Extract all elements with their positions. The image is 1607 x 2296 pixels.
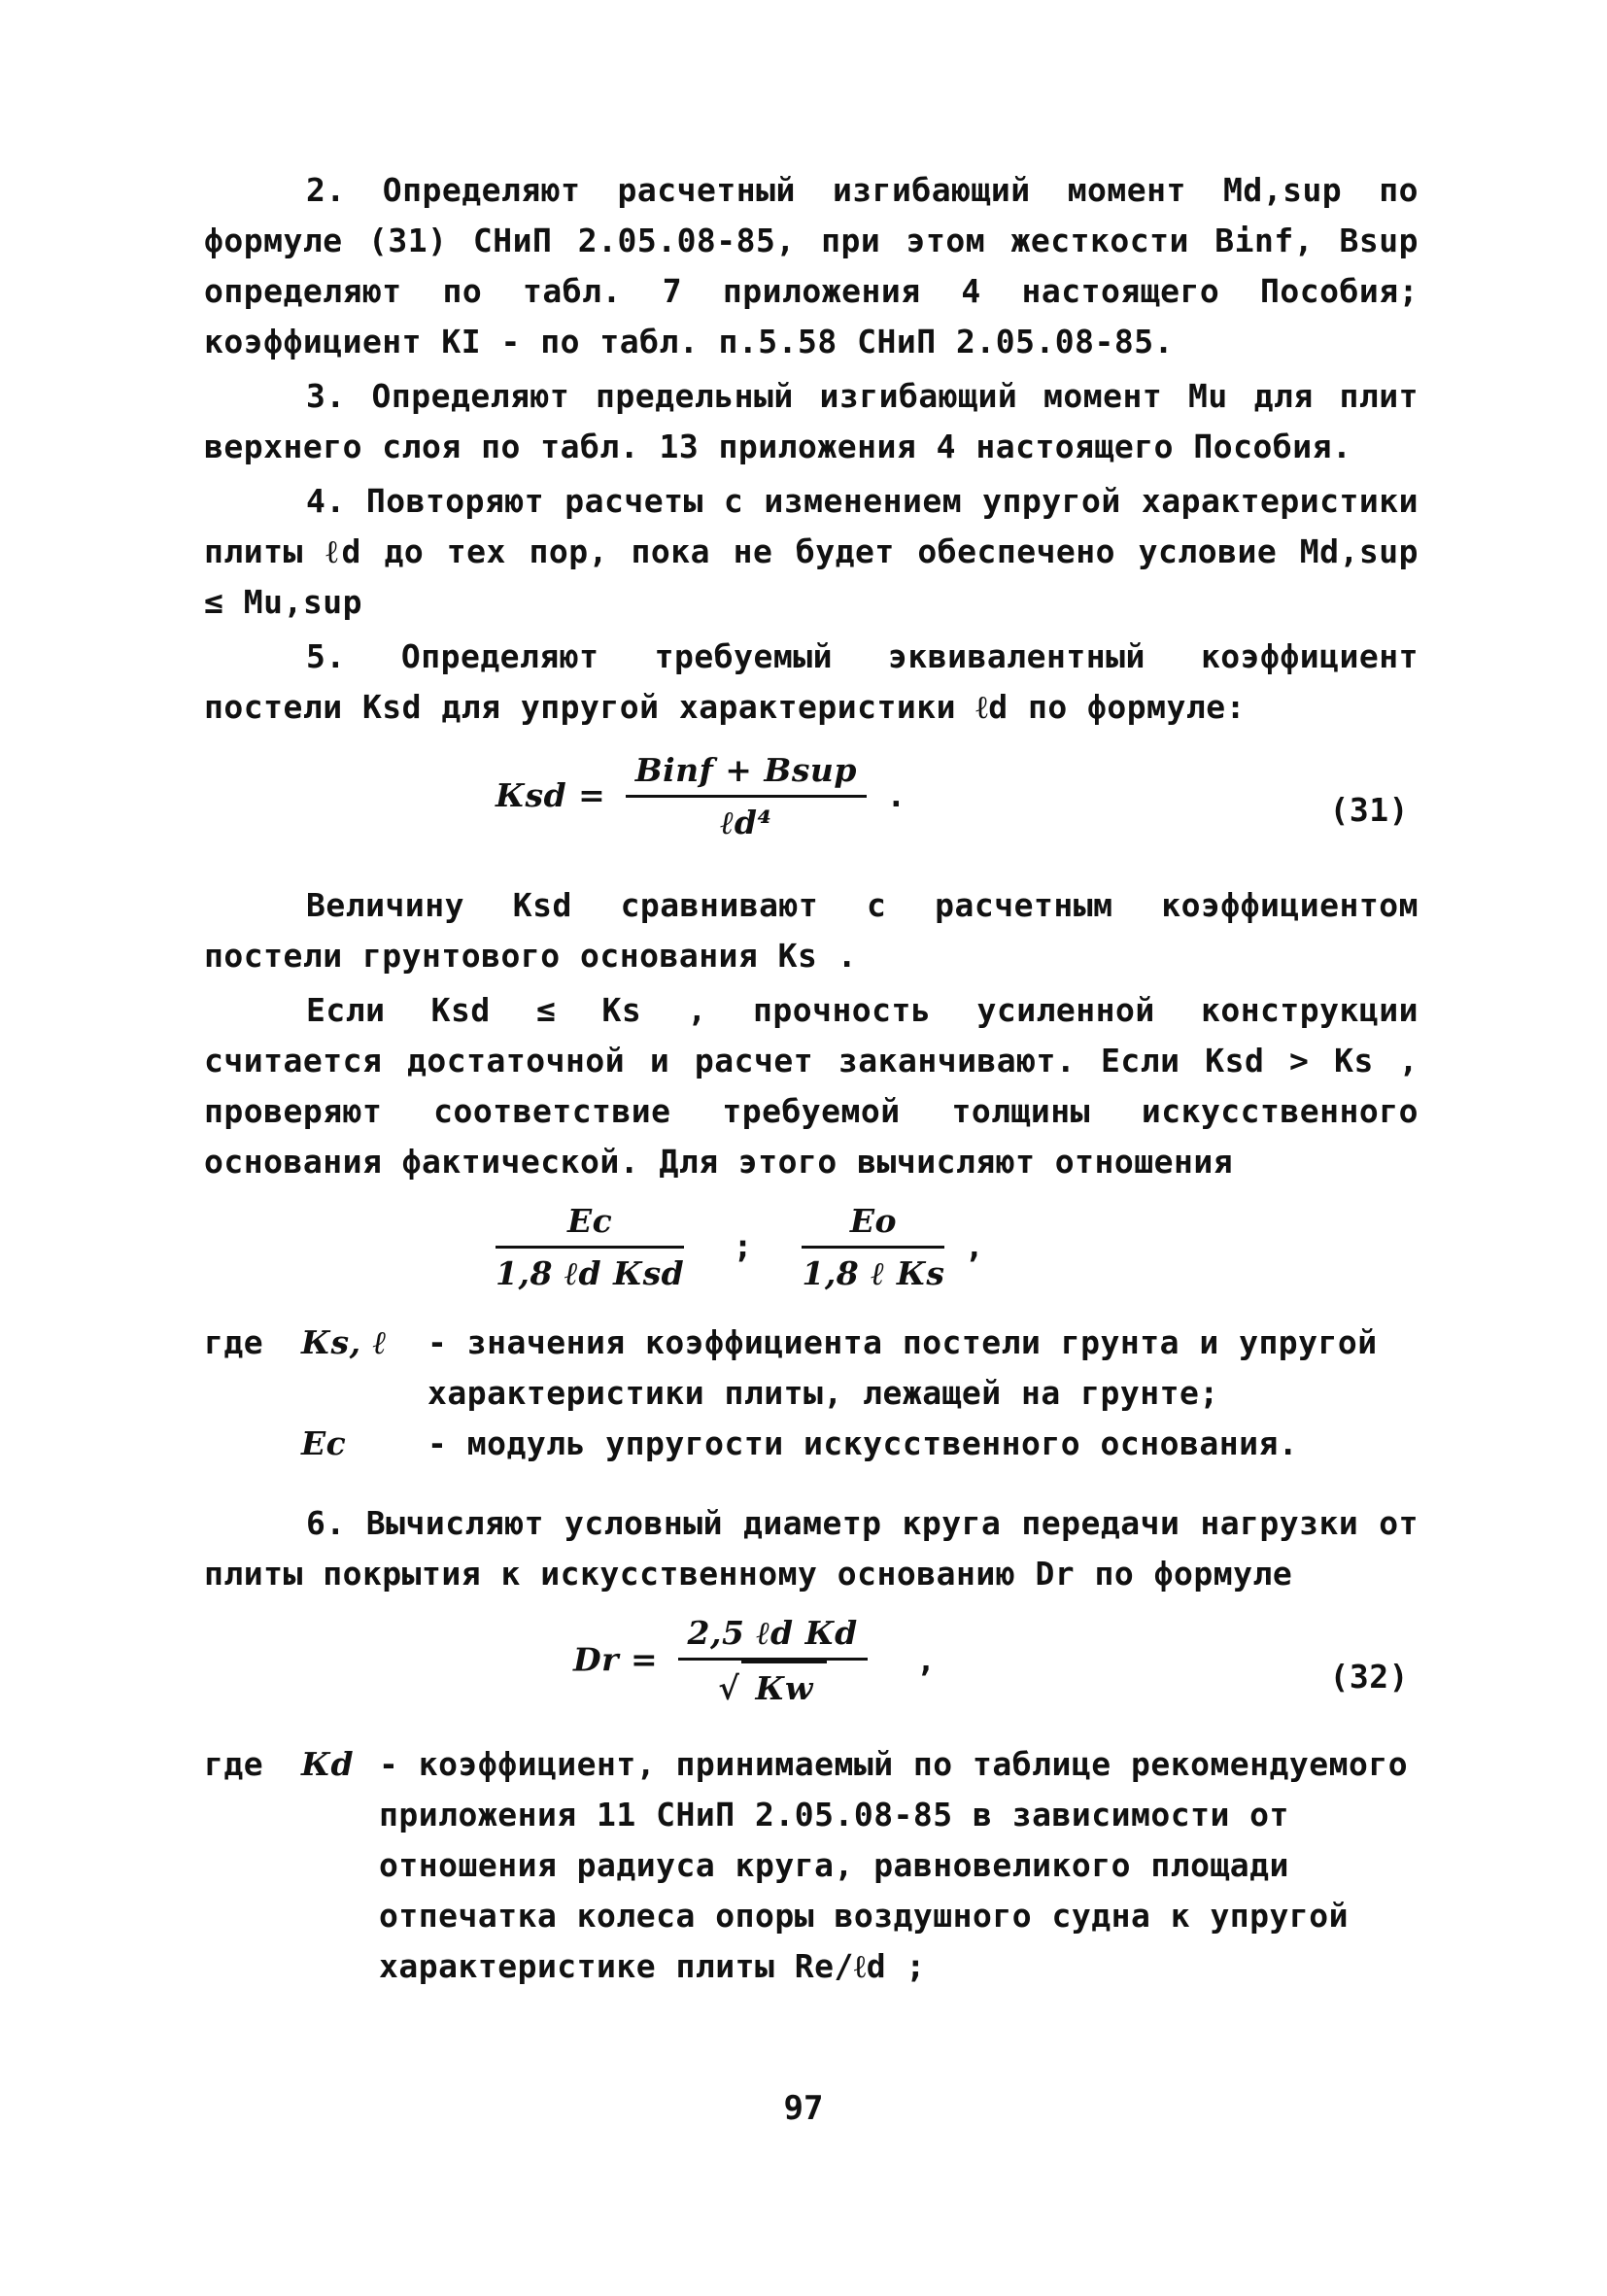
ratio-formulas [204,1193,1419,1310]
definition-label: где [204,1745,264,1783]
formula-32-number: (32) [1329,1658,1409,1696]
definitions-2 [204,1739,1419,1992]
formula-32-lhs: Dr = [573,1640,659,1679]
paragraph-step-4: 4. Повторяют расчеты с изменением упругой характеристики плиты ℓd до тех пор, пока не будет обеспечено условие Md,sup ≤ Mu,sup [204,482,1419,621]
ratio-separator: ; [733,1227,753,1265]
formula-32-numerator: 2,5 ℓd Кd [678,1609,868,1661]
ratio-2-numerator: Eo [802,1197,944,1249]
definitions-1 [204,1318,1419,1469]
paragraph-step-3: 3. Определяют предельный изгибающий момент Mu для плит верхнего слоя по табл. 13 приложения 4 настоящего Пособия. [204,377,1419,465]
formula-32-radicand: Кw [741,1661,826,1714]
formula-32 [204,1605,1419,1731]
definition-text: - значения коэффициента постели грунта и упругой характеристики плиты, лежащей на грунте; [427,1323,1378,1412]
ratio-2 [802,1197,944,1299]
definition-symbol: Ec [301,1424,347,1462]
ratio-1-numerator: Ec [496,1197,684,1249]
formula-31-tail: . [886,776,906,814]
definition-row [204,1318,1419,1419]
formula-32-fraction [678,1609,868,1714]
formula-31-numerator: Binf + Bsup [626,746,867,798]
ratio-1 [496,1197,684,1299]
page-number: 97 [783,2089,824,2128]
formula-32-denominator: √ Кw [678,1661,868,1714]
definition-symbol: Кd [301,1745,355,1783]
definition-text: - коэффициент, принимаемый по таблице рекомендуемого приложения 11 СНиП 2.05.08-85 в зависимости от отношения радиуса круга, равновеликого площади отпечатка колеса опоры воздушного судна к упругой характеристике плиты Re/ℓd ; [379,1745,1409,1985]
definition-text: - модуль упругости искусственного основания. [427,1424,1299,1462]
ratio-tail: , [964,1227,985,1265]
paragraph-step-6: 6. Вычисляют условный диаметр круга передачи нагрузки от плиты покрытия к искусственному основанию Dr по формуле [204,1504,1419,1593]
document-page [204,165,1419,2002]
definition-row [204,1419,1419,1469]
definition-symbol: Кs, ℓ [301,1323,388,1361]
paragraph-step-2: 2. Определяют расчетный изгибающий момент Md,sup по формуле (31) СНиП 2.05.08-85, при этом жесткости Binf, Bsup определяют по табл. 7 приложения 4 настоящего Пособия; коэффициент КI - по табл. п.5.58 СНиП 2.05.08-85. [204,171,1419,360]
formula-31-number: (31) [1329,791,1409,829]
definition-label [204,1419,301,1469]
formula-31-fraction [626,746,867,848]
formula-31-lhs: Кsd = [496,776,606,814]
ratio-2-denominator: 1,8 ℓ Кs [802,1254,945,1292]
paragraph-condition: Если Кsd ≤ Кs , прочность усиленной конструкции считается достаточной и расчет заканчивают. Если Кsd > Кs , проверяют соответствие требуемой толщины искусственного основания фактической. Для этого вычисляют отношения [204,991,1419,1181]
formula-31-denominator: ℓd⁴ [720,804,772,841]
paragraph-step-5: 5. Определяют требуемый эквивалентный коэффициент постели Кsd для упругой характеристики ℓd по формуле: [204,637,1419,726]
formula-32-tail: , [916,1640,937,1679]
paragraph-compare: Величину Кsd сравнивают с расчетным коэффициентом постели грунтового основания Кs . [204,886,1419,975]
formula-31 [204,738,1419,874]
definition-label: где [204,1323,264,1361]
definition-row [204,1739,1419,1992]
ratio-1-denominator: 1,8 ℓd Кsd [496,1254,685,1292]
